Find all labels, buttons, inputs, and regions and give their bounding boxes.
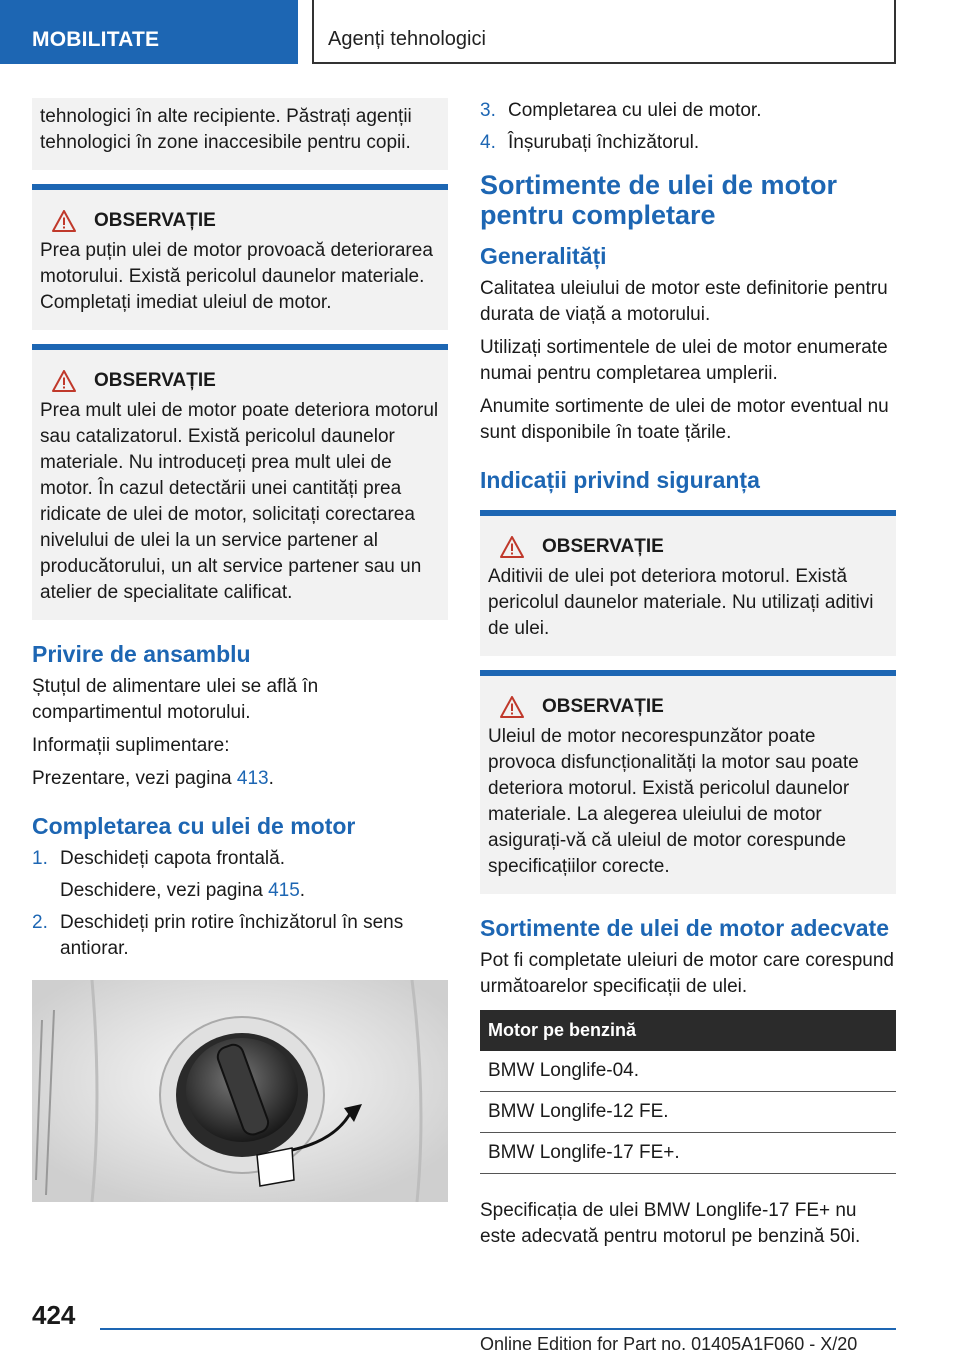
oil-spec-table [480, 1010, 896, 1174]
page-header [0, 0, 960, 66]
overview-heading: Privire de ansamblu [32, 641, 251, 667]
general-text: Calitatea uleiului de motor este definitorie pentru durata de viață a motorului. [480, 278, 888, 325]
notice-box [32, 344, 448, 620]
section-title: MOBILITATE [0, 0, 298, 64]
step-item [480, 98, 896, 124]
notice-text: Prea mult ulei de motor poate deteriora motorul sau catalizatorul. Există pericolul daunelor materiale. Nu introduceți prea mult ulei de motor. În cazul detectării unei cantități prea ridicate de ulei de motor, solicitați corectarea nivelului de ulei la un service partener al producătorului, un alt service partener sau un atelier de specialitate calificat. [40, 400, 439, 603]
spec-note: Specificația de ulei BMW Longlife-17 FE+ nu este adecvată pentru motorul pe benzină 50i. [480, 1200, 861, 1247]
right-column [480, 98, 896, 1257]
suitable-text: Pot fi completate uleiuri de motor care corespund următoarelor specificații de ulei. [480, 950, 894, 997]
main-heading: Sortimente de ulei de motor pentru completare [480, 170, 838, 230]
oil-cap-photo [32, 980, 448, 1202]
general-text: Utilizați sortimentele de ulei de motor enumerate numai pentru completarea umplerii. [480, 337, 888, 384]
warning-icon [500, 696, 524, 718]
suitable-heading: Sortimente de ulei de motor adecvate [480, 915, 890, 941]
step-item [32, 910, 448, 962]
step-number: 1. [32, 848, 48, 869]
page-link[interactable]: 413 [236, 768, 269, 789]
notice-box [32, 184, 448, 330]
step-number: 2. [32, 912, 48, 933]
table-row [480, 1092, 896, 1133]
table-row [480, 1133, 896, 1174]
continued-box [32, 98, 448, 170]
overview-info: Informații suplimentare: [32, 735, 230, 756]
safety-heading: Indicații privind siguranța [480, 467, 760, 493]
step-number: 4. [480, 132, 496, 153]
overview-reference: Prezentare, vezi pagina 413. [32, 768, 274, 789]
step-number: 3. [480, 100, 496, 121]
notice-text: Uleiul de motor necorespunzător poate provoca disfuncționalități la motor sau poate deteriora motorul. Există pericolul daunelor materiale. La alegerea uleiului de motor asigurați-vă că uleiul de motor corespunde specificațiilor corecte. [488, 726, 859, 877]
step-item [480, 130, 896, 156]
edition-note: Online Edition for Part no. 01405A1F060 - X/20 [480, 1334, 858, 1354]
page-link[interactable]: 415 [268, 880, 300, 901]
notice-title: OBSERVAȚIE [542, 536, 664, 557]
notice-title: OBSERVAȚIE [94, 370, 216, 391]
general-text: Anumite sortimente de ulei de motor eventual nu sunt disponibile în toate țările. [480, 396, 889, 443]
table-cell: BMW Longlife-04. [480, 1051, 896, 1092]
table-row [480, 1051, 896, 1092]
step-text: Înșurubați închizătorul. [508, 132, 700, 153]
table-cell: BMW Longlife-12 FE. [480, 1092, 896, 1133]
step-text: Deschideți capota frontală. [60, 848, 285, 869]
notice-title: OBSERVAȚIE [542, 696, 664, 717]
table-header: Motor pe benzină [480, 1010, 896, 1051]
table-cell: BMW Longlife-17 FE+. [480, 1133, 896, 1174]
notice-text: Aditivii de ulei pot deteriora motorul. Există pericolul daunelor materiale. Nu utilizați aditivi de ulei. [488, 566, 874, 639]
step-text: Completarea cu ulei de motor. [508, 100, 762, 121]
overview-text: Ștuțul de alimentare ulei se află în compartimentul motorului. [32, 676, 319, 723]
notice-box [480, 510, 896, 656]
step-reference: Deschidere, vezi pagina 415. [60, 880, 306, 901]
page-number: 424 [32, 1300, 76, 1330]
warning-icon [52, 210, 76, 232]
notice-title: OBSERVAȚIE [94, 210, 216, 231]
step-item [32, 846, 448, 904]
chapter-title: Agenți tehnologici [312, 0, 896, 64]
footer-divider [100, 1328, 896, 1330]
warning-icon [500, 536, 524, 558]
step-text: Deschideți prin rotire închizătorul în sens antiorar. [60, 912, 404, 959]
general-heading: Generalități [480, 243, 607, 269]
notice-text: Prea puțin ulei de motor provoacă deteriorarea motorului. Există pericolul daunelor materiale. Completați imediat uleiul de motor. [40, 240, 433, 313]
refill-steps [32, 846, 448, 962]
left-column [32, 98, 448, 1202]
refill-steps-continued [480, 98, 896, 156]
intro-text: tehnologici în alte recipiente. Păstrați agenții tehnologici în zone inaccesibile pentru copii. [40, 106, 412, 153]
notice-box [480, 670, 896, 894]
refill-heading: Completarea cu ulei de motor [32, 813, 356, 839]
warning-icon [52, 370, 76, 392]
